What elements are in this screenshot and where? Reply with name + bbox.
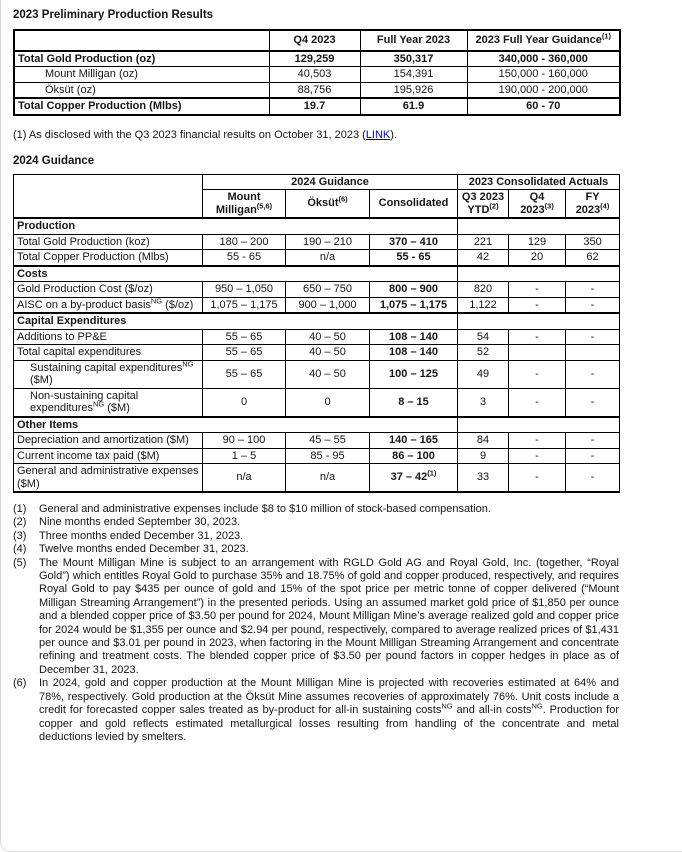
footnote-text: Twelve months ended December 31, 2023. <box>39 543 249 556</box>
cell-value: 37 – 42$^{(1)}$ <box>370 464 458 493</box>
table-row <box>14 67 620 83</box>
cell-value: 40 – 50 <box>286 360 370 388</box>
cell-value: 19.7 <box>269 98 360 115</box>
column-header: FY 2023$^{(4)}$ <box>566 190 620 219</box>
column-header: Q4 2023$^{(3)}$ <box>509 190 566 219</box>
row-label: Depreciation and amortization ($M) <box>14 433 203 449</box>
column-header: Consolidated <box>370 190 458 219</box>
cell-value: 0 <box>286 388 370 417</box>
group-header: 2024 Guidance <box>203 174 458 190</box>
footnote-text-pre: (1) As disclosed with the Q3 2023 financial results on October 31, 2023 ( <box>13 128 366 141</box>
section-row <box>14 218 620 234</box>
cell-value: 350,317 <box>360 51 467 67</box>
section-header: Production <box>14 218 458 234</box>
cell-value: - <box>509 448 566 464</box>
cell-value: 650 – 750 <box>286 282 370 298</box>
cell-value: 60 - 70 <box>467 98 620 115</box>
cell-value: 40,503 <box>269 67 360 83</box>
cell-value: - <box>509 297 566 313</box>
column-header: 2023 Full Year Guidance$^{(1)}$ <box>467 30 620 51</box>
table-row <box>14 250 620 266</box>
cell-value: 62 <box>566 250 620 266</box>
cell-value: 950 – 1,050 <box>203 282 286 298</box>
cell-value: 150,000 - 160,000 <box>467 67 620 83</box>
cell-value: 154,391 <box>360 67 467 83</box>
guidance-table <box>13 174 620 494</box>
section-header-spacer <box>458 218 620 234</box>
footnote-text: Nine months ended September 30, 2023. <box>39 516 241 529</box>
cell-value: 1,122 <box>458 297 509 313</box>
section-row <box>14 266 620 282</box>
corner-cell <box>14 174 203 218</box>
row-label: Total Gold Production (koz) <box>14 234 203 250</box>
cell-value: 55 – 65 <box>203 345 286 361</box>
row-label: Non-sustaining capital expenditures$^{NG}$ ($M) <box>14 388 203 417</box>
table-row <box>14 345 620 361</box>
cell-value: - <box>509 282 566 298</box>
cell-value: 84 <box>458 433 509 449</box>
footnote-item <box>13 516 619 529</box>
cell-value: n/a <box>203 464 286 493</box>
cell-value: 42 <box>458 250 509 266</box>
cell-value: 33 <box>458 464 509 493</box>
footnote-item <box>13 503 619 516</box>
footnotes-list <box>13 503 619 744</box>
table-row <box>14 282 620 298</box>
table-row <box>14 464 620 493</box>
cell-value: 40 – 50 <box>286 345 370 361</box>
cell-value: 108 – 140 <box>370 345 458 361</box>
footnote-item <box>13 677 619 744</box>
footnote-item <box>13 543 619 556</box>
cell-value: 140 – 165 <box>370 433 458 449</box>
cell-value: 100 – 125 <box>370 360 458 388</box>
table-row <box>14 388 620 417</box>
cell-value: 1,075 – 1,175 <box>370 297 458 313</box>
row-label: Öksüt (oz) <box>14 82 269 98</box>
cell-value: 108 – 140 <box>370 329 458 345</box>
cell-value: 9 <box>458 448 509 464</box>
cell-value: - <box>509 329 566 345</box>
cell-value: n/a <box>286 464 370 493</box>
cell-value <box>566 345 620 361</box>
cell-value: 61.9 <box>360 98 467 115</box>
column-header: Mount Milligan$^{(5,6)}$ <box>203 190 286 219</box>
table1-footnote <box>13 128 619 142</box>
footnote-number: (5) <box>13 556 27 569</box>
cell-value: - <box>566 297 620 313</box>
cell-value: 85 - 95 <box>286 448 370 464</box>
cell-value: 45 – 55 <box>286 433 370 449</box>
cell-value: - <box>566 448 620 464</box>
cell-value: 370 – 410 <box>370 234 458 250</box>
footnote-number: (1) <box>13 503 27 515</box>
cell-value: - <box>566 388 620 417</box>
cell-value: 49 <box>458 360 509 388</box>
column-header: Full Year 2023 <box>360 30 467 51</box>
cell-value: 3 <box>458 388 509 417</box>
table-row <box>14 297 620 313</box>
row-label: Total Gold Production (oz) <box>14 51 269 67</box>
row-label: General and administrative expenses ($M) <box>14 464 203 493</box>
table-row <box>14 433 620 449</box>
column-header: Q4 2023 <box>269 30 360 51</box>
cell-value: 180 – 200 <box>203 234 286 250</box>
row-label: Total Copper Production (Mlbs) <box>14 250 203 266</box>
table-row <box>14 234 620 250</box>
cell-value: 8 – 15 <box>370 388 458 417</box>
cell-value: 190 – 210 <box>286 234 370 250</box>
table1-header-row <box>14 30 620 51</box>
table-row <box>14 448 620 464</box>
cell-value: 55 - 65 <box>203 250 286 266</box>
cell-value: 0 <box>203 388 286 417</box>
row-label: Additions to PP&E <box>14 329 203 345</box>
footnote-number: (2) <box>13 516 27 529</box>
row-label: Current income tax paid ($M) <box>14 448 203 464</box>
cell-value: 40 – 50 <box>286 329 370 345</box>
footnote-text: Three months ended December 31, 2023. <box>39 529 244 542</box>
cell-value: - <box>509 433 566 449</box>
section-header-spacer <box>458 266 620 282</box>
cell-value: - <box>509 388 566 417</box>
footnote-item <box>13 557 619 678</box>
production-results-table <box>13 29 621 116</box>
cell-value: - <box>566 433 620 449</box>
section-header: Other Items <box>14 417 458 433</box>
cell-value: - <box>566 360 620 388</box>
cell-value: 190,000 - 200,000 <box>467 82 620 98</box>
column-header: Q3 2023 YTD$^{(2)}$ <box>458 190 509 219</box>
cell-value: 1 – 5 <box>203 448 286 464</box>
cell-value: 90 – 100 <box>203 433 286 449</box>
cell-value: 88,756 <box>269 82 360 98</box>
cell-value: 900 – 1,000 <box>286 297 370 313</box>
footnote-number: (3) <box>13 529 27 542</box>
cell-value: 55 - 65 <box>370 250 458 266</box>
document-content <box>13 8 619 744</box>
cell-value: - <box>566 329 620 345</box>
footnote-text-post: ). <box>390 128 398 141</box>
column-header <box>14 30 269 51</box>
cell-value: 129 <box>509 234 566 250</box>
cell-value: - <box>509 464 566 493</box>
cell-value: 52 <box>458 345 509 361</box>
section-header-spacer <box>458 417 620 433</box>
cell-value: 54 <box>458 329 509 345</box>
table-row <box>14 98 620 115</box>
cell-value: 86 – 100 <box>370 448 458 464</box>
cell-value: 20 <box>509 250 566 266</box>
cell-value: - <box>509 360 566 388</box>
cell-value: 221 <box>458 234 509 250</box>
section-header-spacer <box>458 313 620 329</box>
footnote-item <box>13 530 619 543</box>
title-2023-preliminary-results: 2023 Preliminary Production Results <box>13 9 214 21</box>
table-row <box>14 360 620 388</box>
footnote-number: (4) <box>13 543 27 556</box>
footnote-text: The Mount Milligan Mine is subject to an arrangement with RGLD Gold AG and Royal Gold, Inc. (together, “Royal Gold”) which entitles Royal Gold to purchase 35% and 18.75% of gold and copper produced, respectively, and requires Royal Gold to pay $435 per ounce of gold and 15% of the spot price per metric tonne of copper delivered (“Mount Milligan Streaming Arrangement”) in the presented periods. Using an assumed market gold price of $1,850 per ounce and a blended copper price of $3.50 per pound for 2024, Mount Milligan Mine’s average realized gold and copper price for 2024 would be $1,355 per ounce and $2.94 per pound, respectively, compared to average realized prices of $1,431 per ounce and $3.01 per pound in 2023, when factoring in the Mount Milligan Streaming Arrangement and concentrate refining and treatment costs. The blended copper price of $3.50 per pound factors in copper hedges in place as of December 31, 2023. <box>39 556 619 676</box>
row-label: Gold Production Cost ($/oz) <box>14 282 203 298</box>
group-header: 2023 Consolidated Actuals <box>458 174 620 190</box>
footnote-number: (6) <box>13 677 27 690</box>
footnote-text: In 2024, gold and copper production at the Mount Milligan Mine is projected with recoveries estimated at 64% and 78%, respectively. Gold production at the Öksüt Mine assumes recoveries of approximately 76%. Unit costs include a credit for forecasted copper sales treated as by-product for all-in sustaining costs$^{NG}$ and all-in costs$^{NG}$. Production for copper and gold reflects estimated metallurgical losses resulting from handling of the concentrate and metal deductions levied by smelters. <box>39 677 620 743</box>
row-label: AISC on a by-product basis$^{NG}$ ($/oz) <box>14 297 203 313</box>
row-label: Total Copper Production (Mlbs) <box>14 98 269 115</box>
cell-value: 1,075 – 1,175 <box>203 297 286 313</box>
row-label: Sustaining capital expenditures$^{NG}$ ($M) <box>14 360 203 388</box>
cell-value: - <box>566 282 620 298</box>
cell-value: 340,000 - 360,000 <box>467 51 620 67</box>
section-header: Costs <box>14 266 458 282</box>
cell-value: 800 – 900 <box>370 282 458 298</box>
title-2024-guidance: 2024 Guidance <box>13 154 95 167</box>
table-row <box>14 82 620 98</box>
cell-value: n/a <box>286 250 370 266</box>
section-header: Capital Expenditures <box>14 313 458 329</box>
cell-value: 195,926 <box>360 82 467 98</box>
row-label: Total capital expenditures <box>14 345 203 361</box>
table-row <box>14 51 620 67</box>
cell-value: 350 <box>566 234 620 250</box>
cell-value: 55 – 65 <box>203 360 286 388</box>
table-row <box>14 329 620 345</box>
cell-value <box>509 345 566 361</box>
column-header: Öksüt$^{(6)}$ <box>286 190 370 219</box>
row-label: Mount Milligan (oz) <box>14 67 269 83</box>
footnote-text: General and administrative expenses include $8 to $10 million of stock-based compensation. <box>39 503 491 515</box>
cell-value: 129,259 <box>269 51 360 67</box>
cell-value: - <box>566 464 620 493</box>
cell-value: 55 – 65 <box>203 329 286 345</box>
section-row <box>14 313 620 329</box>
link-q3-results[interactable]: LINK <box>365 128 391 141</box>
cell-value: 820 <box>458 282 509 298</box>
section-row <box>14 417 620 433</box>
guidance-group-header-row <box>14 174 620 190</box>
